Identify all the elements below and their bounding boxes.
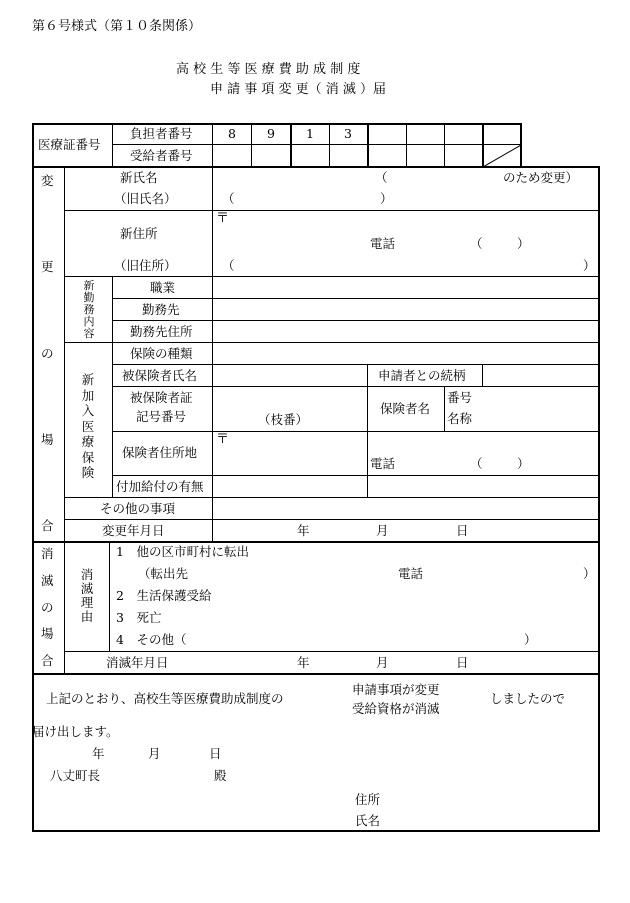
insurance-group-label: 新 加 入 医 療 保 険 — [81, 372, 95, 480]
insured-name-label: 被保険者氏名 — [122, 368, 198, 383]
insurance-type-label: 保険の種類 — [130, 346, 193, 361]
new-address-label: 新住所 — [120, 226, 158, 241]
old-name-close: ） — [380, 191, 393, 206]
lapse-reason-1-destination: （転出先 — [138, 566, 189, 581]
insurer-phone-close: ） — [517, 456, 530, 471]
supplement-label: 付加給付の有無 — [116, 479, 204, 494]
submit-day-unit: 日 — [209, 746, 222, 761]
insurer-phone-open: （ — [470, 456, 483, 471]
applicant-name-label: 氏名 — [355, 813, 381, 828]
old-address-close: ） — [583, 258, 596, 273]
lapse-phone-label: 電話 — [398, 566, 424, 581]
insurer-address-label: 保険者住所地 — [122, 445, 198, 460]
cert-number-label: 医療証番号 — [38, 137, 101, 152]
lapse-date-label: 消滅年月日 — [106, 655, 169, 670]
declaration-text: 上記のとおり、高校生等医療費助成制度の — [46, 691, 284, 706]
change-year-unit: 年 — [297, 523, 310, 538]
insurer-postal-mark: 〒 — [216, 432, 230, 447]
old-address-label: （旧住所） — [114, 258, 177, 273]
form-title: 高 校 生 等 医 療 費 助 成 制 度 — [176, 62, 361, 77]
phone-paren-close: ） — [517, 236, 530, 251]
insurer-number-label: 番号 — [447, 390, 473, 405]
change-date-label: 変更年月日 — [102, 523, 165, 538]
lapse-destination-close: ） — [583, 566, 596, 581]
payer-digit-2[interactable]: 9 — [267, 126, 275, 141]
submit-month-unit: 月 — [148, 746, 161, 761]
old-name-label: （旧氏名） — [114, 191, 177, 206]
declaration-line2: 届け出します。 — [32, 724, 119, 739]
payer-digit-4[interactable]: 3 — [344, 126, 352, 141]
declaration-option-lapse: 受給資格が消滅 — [352, 701, 440, 716]
insured-cert-label: 被保険者証 — [130, 390, 193, 405]
lapse-year-unit: 年 — [297, 655, 310, 670]
name-reason-open: （ — [375, 170, 388, 185]
declaration-option-change: 申請事項が変更 — [352, 682, 440, 697]
workplace-address-label: 勤務先住所 — [130, 324, 193, 339]
lapse-month-unit: 月 — [376, 655, 389, 670]
work-group-label: 新 勤 務 内 容 — [83, 279, 95, 340]
new-name-label: 新氏名 — [120, 170, 158, 185]
honorific: 殿 — [214, 768, 227, 783]
insurer-phone-label: 電話 — [370, 456, 396, 471]
lapse-reason-2: 2 生活保護受給 — [116, 588, 212, 603]
applicant-address-label: 住所 — [355, 792, 381, 807]
name-reason-suffix: のため変更） — [503, 170, 579, 185]
old-name-open: （ — [222, 191, 235, 206]
postal-mark: 〒 — [216, 211, 230, 226]
payer-digit-1[interactable]: 8 — [228, 126, 236, 141]
lapse-reason-label: 消 滅 理 由 — [80, 567, 94, 624]
branch-number-label: （枝番） — [258, 412, 309, 427]
occupation-label: 職業 — [150, 280, 176, 295]
workplace-label: 勤務先 — [142, 302, 180, 317]
other-items-label: その他の事項 — [100, 501, 176, 516]
old-address-open: （ — [222, 258, 235, 273]
insured-number-label: 記号番号 — [136, 409, 187, 424]
change-day-unit: 日 — [456, 523, 469, 538]
addressee: 八丈町長 — [50, 768, 101, 783]
lapse-reason-3: 3 死亡 — [116, 610, 162, 625]
relation-label: 申請者との続柄 — [378, 368, 466, 383]
diagonal-slash — [483, 145, 521, 167]
phone-paren-open: （ — [470, 236, 483, 251]
insurer-title-label: 名称 — [447, 411, 473, 426]
insurer-name-label: 保険者名 — [380, 401, 431, 416]
lapse-other-close: ） — [524, 632, 537, 647]
declaration-suffix: しましたので — [490, 691, 566, 706]
form-subtitle: 申 請 事 項 変 更（ 消 滅 ）届 — [210, 82, 387, 97]
lapse-reason-4: 4 その他（ — [116, 632, 187, 647]
phone-label: 電話 — [370, 236, 396, 251]
change-month-unit: 月 — [376, 523, 389, 538]
lapse-reason-1: 1 他の区市町村に転出 — [116, 544, 249, 559]
payer-number-label: 負担者番号 — [130, 126, 193, 141]
payer-digit-3[interactable]: 1 — [306, 126, 314, 141]
recipient-number-label: 受給者番号 — [130, 148, 193, 163]
submit-year-unit: 年 — [92, 746, 105, 761]
lapse-day-unit: 日 — [456, 655, 469, 670]
form-number: 第６号様式（第１０条関係） — [32, 19, 202, 34]
